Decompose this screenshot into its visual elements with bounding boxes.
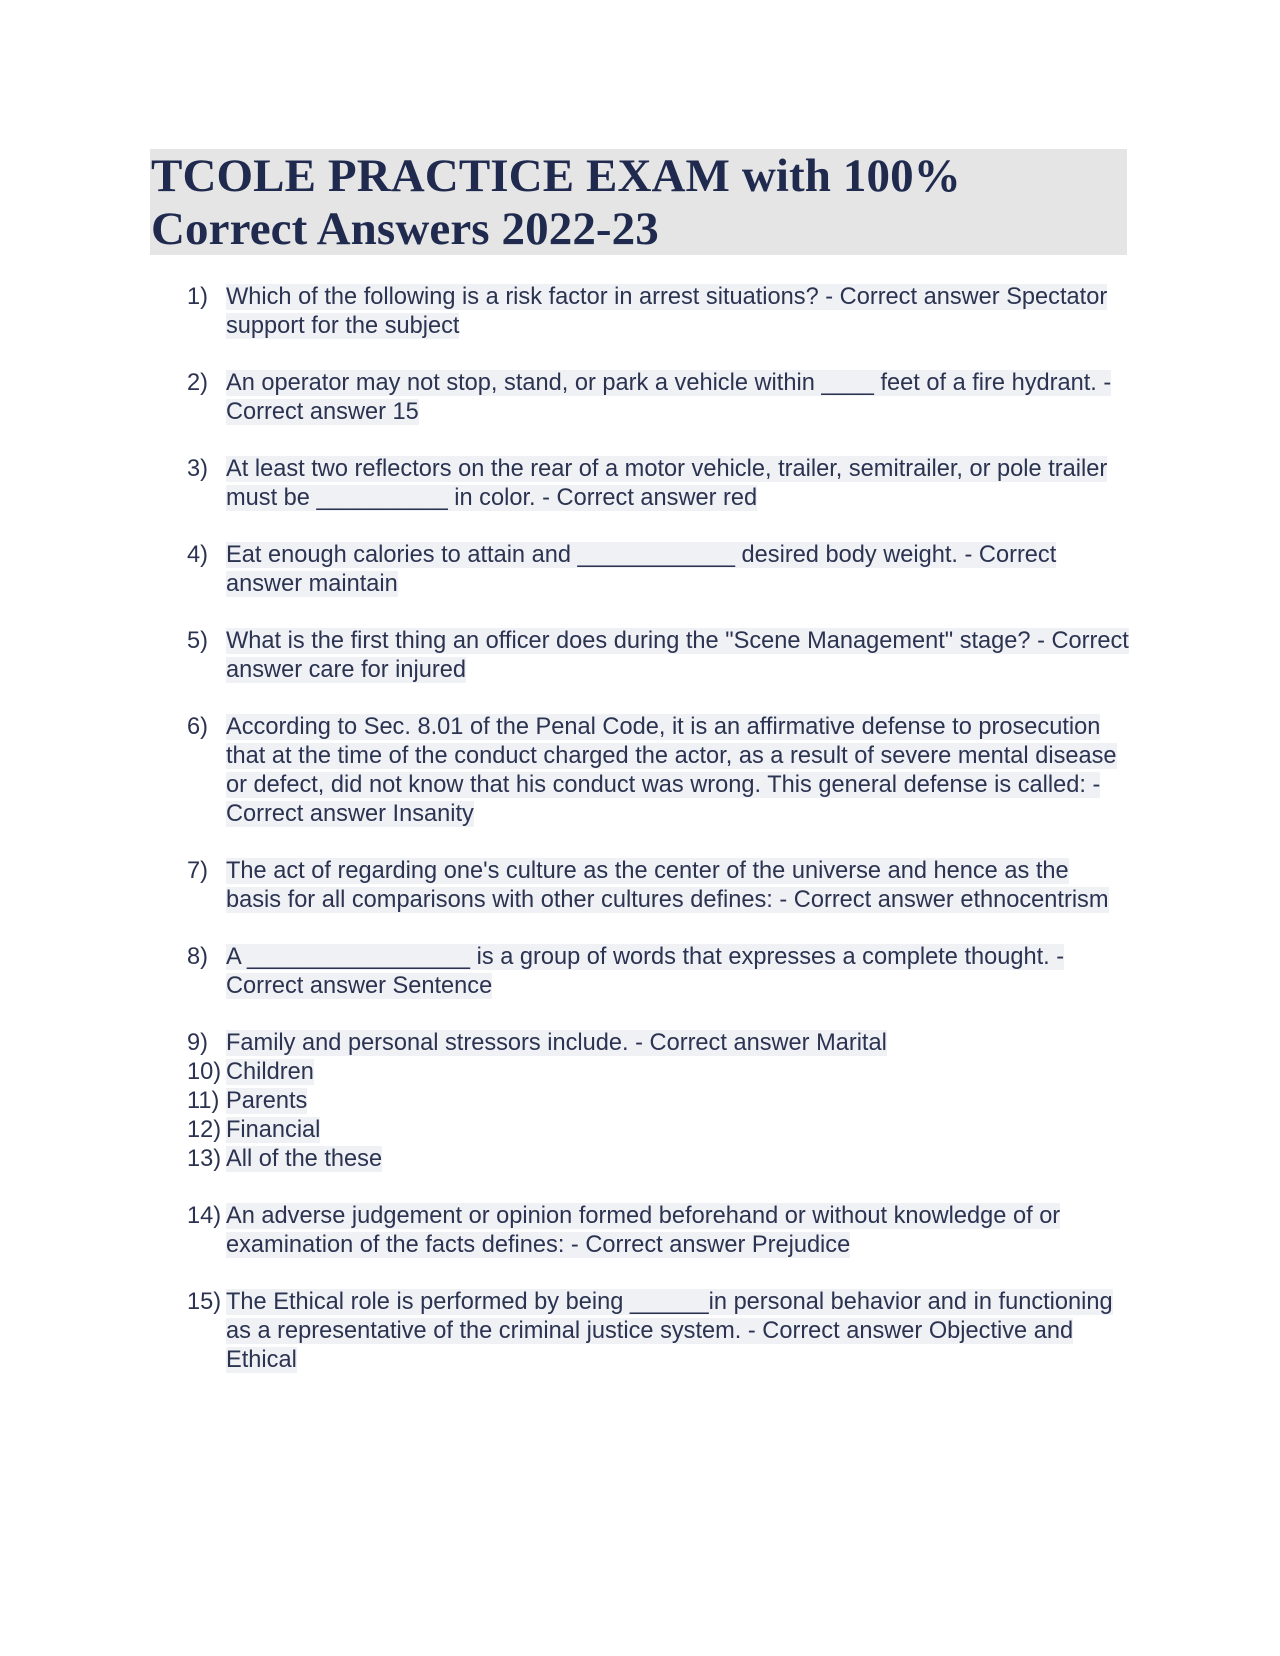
item-text: The act of regarding one's culture as the center of the universe and hence as the basis for all comparisons with other cultures defines: - Correct answer ethnocentrism [226,858,1109,913]
item-number: 10) [187,1059,222,1086]
item-number: 9) [187,1030,208,1057]
item-text: All of the these [226,1145,383,1172]
list-item [150,1029,1130,1058]
item-text: According to Sec. 8.01 of the Penal Code, it is an affirmative defense to prosecution that at the time of the conduct charged the actor, as a result of severe mental disease or defect, did not know that his conduct was wrong. This general defense is called: - Correct answer Insanity [226,714,1117,827]
list-item [150,1087,1130,1116]
item-number: 7) [187,858,208,885]
item-number: 8) [187,944,208,971]
item-number: 12) [187,1116,222,1143]
item-text: Financial [226,1116,321,1143]
list-item [150,713,1130,828]
item-number: 2) [187,370,208,397]
list-item [150,627,1130,685]
list-item [150,1145,1130,1174]
list-item [150,1288,1130,1374]
item-number: 6) [187,714,208,741]
item-text: An adverse judgement or opinion formed beforehand or without knowledge of or examination of the facts defines: - Correct answer Prejudice [226,1203,1061,1259]
item-text: The Ethical role is performed by being ______in personal behavior and in functioning as a representative of the criminal justice system. - Correct answer Objective and Ethical [226,1289,1113,1374]
list-item [150,1058,1130,1087]
item-text: At least two reflectors on the rear of a motor vehicle, trailer, semitrailer, or pole trailer must be __________ in color. - Correct answer red [226,456,1108,511]
question-list [150,283,1130,1403]
item-text: An operator may not stop, stand, or park a vehicle within ____ feet of a fire hydrant. - Correct answer 15 [226,370,1112,425]
item-number: 15) [187,1289,222,1316]
item-number: 14) [187,1203,222,1230]
list-item [150,1202,1130,1260]
item-number: 3) [187,456,208,483]
item-number: 13) [187,1145,222,1172]
list-item [150,369,1130,427]
list-item [150,455,1130,513]
list-item [150,943,1130,1001]
list-item [150,857,1130,915]
item-text: A _________________ is a group of words that expresses a complete thought. - Correct answer Sentence [226,944,1065,1000]
list-item [150,1116,1130,1145]
item-text: Family and personal stressors include. - Correct answer Marital [226,1030,887,1057]
item-number: 1) [187,284,208,310]
item-text: Parents [226,1087,308,1114]
list-item [150,283,1130,341]
item-text: Children [226,1059,314,1086]
item-text: What is the first thing an officer does during the "Scene Management" stage? - Correct answer care for injured [226,628,1129,684]
item-text: Which of the following is a risk factor in arrest situations? - Correct answer Spectator support for the subject [226,284,1108,339]
document-title: TCOLE PRACTICE EXAM with 100% Correct Answers 2022-23 [151,150,961,255]
list-item [150,541,1130,599]
item-number: 4) [187,542,208,569]
item-text: Eat enough calories to attain and ____________ desired body weight. - Correct answer maintain [226,542,1057,598]
item-number: 5) [187,628,208,655]
item-number: 11) [187,1087,220,1114]
